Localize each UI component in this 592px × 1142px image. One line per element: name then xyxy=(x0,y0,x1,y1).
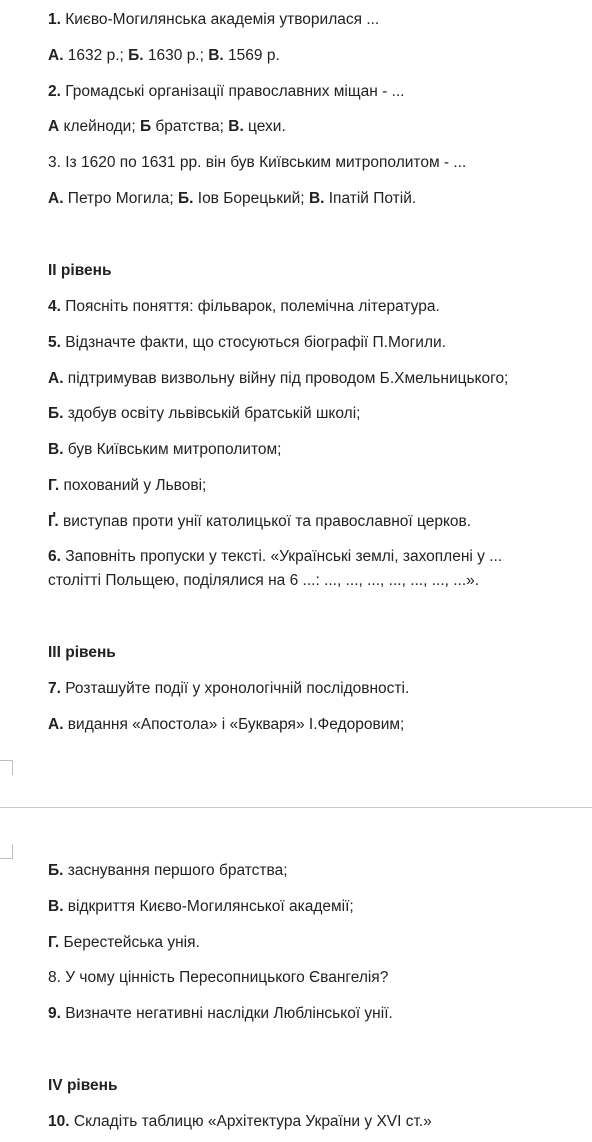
question-number: 8. xyxy=(48,969,61,986)
option-letter: В. xyxy=(228,118,244,135)
option-letter: В. xyxy=(208,47,224,64)
page-corner-mark xyxy=(0,760,13,775)
question-7-option xyxy=(48,861,288,881)
option-text: відкриття Києво-Могилянської академії; xyxy=(63,898,354,915)
question-5-option xyxy=(48,369,508,389)
question-5-option xyxy=(48,440,281,460)
option-text: видання «Апостола» і «Букваря» І.Федоровим; xyxy=(63,716,405,733)
option-letter: В. xyxy=(308,190,325,207)
option-text: Іов Борецький; xyxy=(193,190,309,207)
question-7-option xyxy=(48,933,200,953)
level-2-heading: ІІ рівень xyxy=(48,262,112,279)
option-text: підтримував визвольну війну під проводом Б.Хмельницького; xyxy=(63,370,509,387)
question-1-options xyxy=(48,46,280,66)
level-4-heading: IV рівень xyxy=(48,1077,118,1094)
question-number: 4. xyxy=(48,298,61,315)
question-text: Громадські організації православних міщан - ... xyxy=(60,83,405,100)
option-text: 1632 р.; xyxy=(63,47,129,64)
question-2 xyxy=(48,82,405,102)
option-text: клейноди; xyxy=(59,118,140,135)
option-letter: Г. xyxy=(48,477,60,494)
question-7 xyxy=(48,679,409,699)
option-letter: А. xyxy=(48,716,64,733)
question-number: 10. xyxy=(48,1113,70,1130)
question-4 xyxy=(48,297,440,317)
option-text: цехи. xyxy=(243,118,286,135)
question-5-option xyxy=(48,476,206,496)
question-5-option xyxy=(48,404,360,424)
question-9 xyxy=(48,1004,393,1024)
question-text: Складіть таблицю «Архітектура України у XVI ст.» xyxy=(69,1113,432,1130)
question-number: 1. xyxy=(48,11,61,28)
question-6-continuation: столітті Польщею, поділялися на 6 ...: ..., ..., ..., ..., ..., ..., ...». xyxy=(48,572,480,589)
question-number: 5. xyxy=(48,334,61,351)
page-break-divider xyxy=(0,807,592,808)
question-text: У чому цінність Пересопницького Євангелія? xyxy=(60,969,389,986)
option-letter: А xyxy=(48,118,60,135)
question-3 xyxy=(48,153,466,173)
option-letter: А. xyxy=(48,47,64,64)
question-1 xyxy=(48,10,379,30)
question-text: Заповніть пропуски у тексті. «Українські землі, захоплені у ... xyxy=(60,548,503,565)
option-text: 1630 р.; xyxy=(143,47,209,64)
option-letter: А. xyxy=(48,370,64,387)
option-letter: В. xyxy=(48,898,64,915)
question-text: Із 1620 по 1631 рр. він був Київським митрополитом - ... xyxy=(60,154,467,171)
option-letter: Б. xyxy=(48,862,64,879)
question-6 xyxy=(48,547,502,567)
question-number: 6. xyxy=(48,548,61,565)
question-7-option xyxy=(48,715,404,735)
option-letter: Б xyxy=(139,118,152,135)
page-corner-mark xyxy=(0,844,13,859)
question-text: Відзначте факти, що стосуються біографії П.Могили. xyxy=(60,334,446,351)
option-text: здобув освіту львівській братській школі; xyxy=(63,405,361,422)
question-2-options xyxy=(48,117,286,137)
question-7-option xyxy=(48,897,354,917)
question-3-options xyxy=(48,189,416,209)
question-5-option xyxy=(48,512,471,532)
option-text: похований у Львові; xyxy=(59,477,207,494)
question-number: 3. xyxy=(48,154,61,171)
option-text: Іпатій Потій. xyxy=(324,190,417,207)
option-letter: Б. xyxy=(128,47,144,64)
option-text: заснування першого братства; xyxy=(63,862,288,879)
question-text: Визначте негативні наслідки Люблінської унії. xyxy=(60,1005,393,1022)
option-letter: Г. xyxy=(48,934,60,951)
level-3-heading: ІІІ рівень xyxy=(48,644,116,661)
option-text: виступав проти унії католицької та православної церков. xyxy=(58,513,472,530)
option-text: був Київським митрополитом; xyxy=(63,441,282,458)
option-letter: Б. xyxy=(48,405,64,422)
option-text: братства; xyxy=(151,118,229,135)
option-letter: Ґ. xyxy=(48,513,59,530)
option-text: Берестейська унія. xyxy=(59,934,200,951)
question-text: Розташуйте події у хронологічній послідовності. xyxy=(60,680,410,697)
option-text: Петро Могила; xyxy=(63,190,178,207)
option-letter: В. xyxy=(48,441,64,458)
option-text: 1569 р. xyxy=(223,47,280,64)
option-letter: А. xyxy=(48,190,64,207)
question-text: Поясніть поняття: фільварок, полемічна література. xyxy=(60,298,440,315)
question-number: 7. xyxy=(48,680,61,697)
question-number: 2. xyxy=(48,83,61,100)
question-5 xyxy=(48,333,446,353)
question-10 xyxy=(48,1112,432,1132)
question-number: 9. xyxy=(48,1005,61,1022)
option-letter: Б. xyxy=(178,190,194,207)
question-8 xyxy=(48,968,388,988)
question-text: Києво-Могилянська академія утворилася ... xyxy=(60,11,380,28)
